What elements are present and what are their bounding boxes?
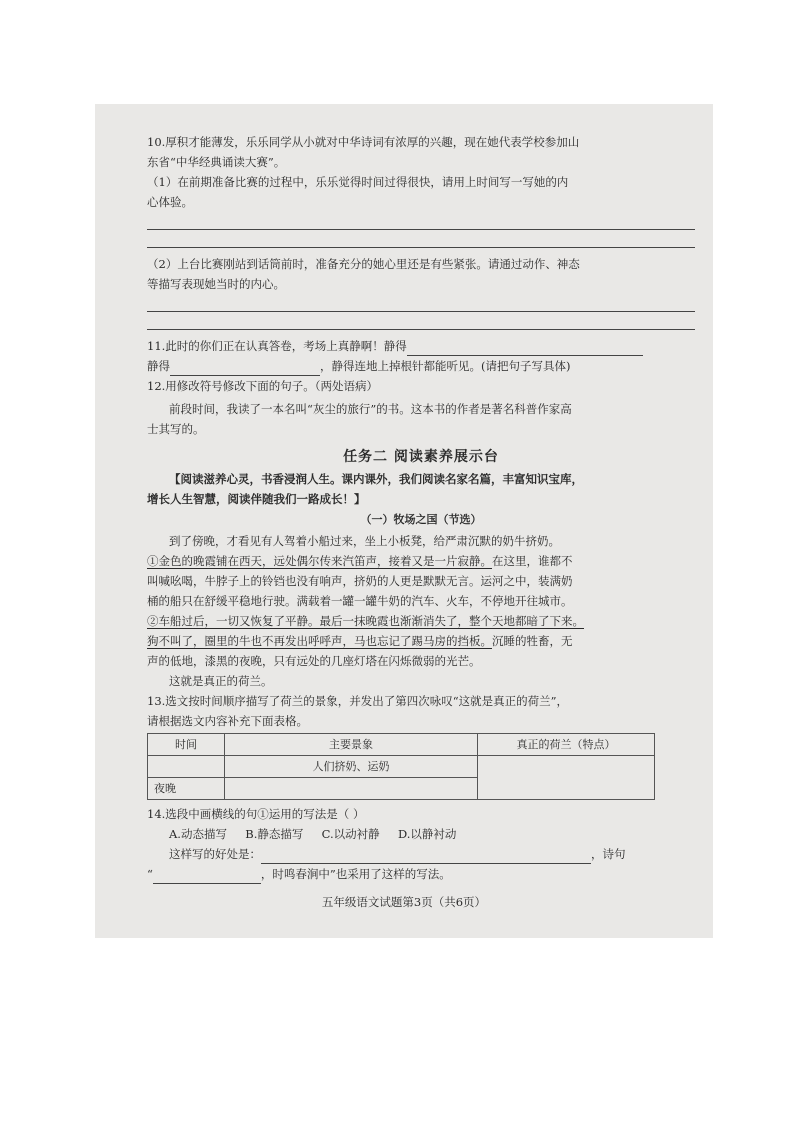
passage-line: 这就是真正的荷兰。 xyxy=(169,674,273,688)
q10-line1: 10.厚积才能薄发，乐乐同学从小就对中华诗词有浓厚的兴趣，现在她代表学校参加山 xyxy=(147,135,580,149)
q14-line1: 14.选段中画横线的句①运用的写法是（ ） xyxy=(147,807,365,821)
section-title: 任务二 阅读素养展示台 xyxy=(343,449,499,465)
table-header: 时间 xyxy=(148,734,225,756)
q11-blank-2[interactable] xyxy=(170,362,320,376)
page-footer: 五年级语文试题第3页（共6页） xyxy=(321,895,487,909)
q12-sentence-1: 前段时间，我读了一本名叫“灰尘的旅行”的书。这本书的作者是著名科普作家高 xyxy=(169,402,572,416)
section-intro-2: 增长人生智慧，阅读伴随我们一路成长！】 xyxy=(147,492,366,506)
q14-benefit-blank[interactable] xyxy=(261,850,591,864)
q14-poem-rest: ，时鸣春涧中”也采用了这样的写法。 xyxy=(260,867,451,881)
q11-line2 xyxy=(147,356,695,376)
passage-line: 桶的船只在舒缓平稳地行驶。满载着一罐一罐牛奶的汽车、火车，不停地开往城市。 xyxy=(147,594,573,608)
passage-text: 沉睡的牲畜，无 xyxy=(492,634,573,648)
q11-line1 xyxy=(147,336,695,356)
exam-page-photo xyxy=(95,104,713,938)
answer-line[interactable] xyxy=(147,312,695,330)
passage-line: 到了傍晚，才看见有人驾着小船过来，坐上小板凳，给严肃沉默的奶牛挤奶。 xyxy=(169,534,560,548)
table-cell-blank[interactable] xyxy=(225,778,478,800)
answer-line[interactable] xyxy=(147,230,695,248)
q14-poem-tail: ，诗句 xyxy=(591,847,626,861)
q14-poem-blank[interactable] xyxy=(153,870,261,884)
passage-line: 叫喊吆喝，牛脖子上的铃铛也没有响声，挤奶的人更是默默无言。运河之中，装满奶 xyxy=(147,574,573,588)
table-cell: 夜晚 xyxy=(148,778,225,800)
table-cell: 人们挤奶、运奶 xyxy=(225,756,478,778)
table-header: 主要景象 xyxy=(225,734,478,756)
answer-line[interactable] xyxy=(147,294,695,312)
underlined-sentence-1: ①金色的晚霞铺在西天，远处偶尔传来汽笛声，接着又是一片寂静。 xyxy=(147,554,492,568)
table-header: 真正的荷兰（特点） xyxy=(478,734,655,756)
q14-benefit-line xyxy=(147,844,695,864)
underlined-sentence-2: ②车船过后，一切又恢复了平静。最后一抹晚霞也渐渐消失了，整个天地都暗了下来。 xyxy=(147,614,584,628)
q14-options xyxy=(147,824,695,844)
q11-blank-1[interactable] xyxy=(407,342,643,356)
q14-benefit-label: 这样写的好处是： xyxy=(169,847,261,861)
underlined-sentence-2-cont: 狗不叫了，圈里的牛也不再发出呼呼声，马也忘记了踢马房的挡板。 xyxy=(147,634,492,648)
passage-line xyxy=(147,611,695,631)
q11-text-part3: ，静得连地上掉根针都能听见。(请把句子写具体) xyxy=(320,359,571,373)
q11-text-part1: 11.此时的你们正在认真答卷，考场上真静啊！静得 xyxy=(147,339,407,353)
q12-sentence-2: 士其写的。 xyxy=(147,422,205,436)
q10-2-line2: 等描写表现她当时的内心。 xyxy=(147,277,285,291)
q11-text-part2: 静得 xyxy=(147,359,170,373)
q10-2-line1: （2）上台比赛刚站到话筒前时，准备充分的她心里还是有些紧张。请通过动作、神态 xyxy=(147,257,580,271)
q13-table xyxy=(147,733,655,800)
quote-open: “ xyxy=(147,867,153,881)
option-a[interactable]: A.动态描写 xyxy=(169,827,227,841)
passage-line: 声的低地，漆黑的夜晚，只有远处的几座灯塔在闪烁微弱的光芒。 xyxy=(147,654,481,668)
option-b[interactable]: B.静态描写 xyxy=(245,827,304,841)
page-content xyxy=(147,132,695,884)
option-d[interactable]: D.以静衬动 xyxy=(397,827,457,841)
option-c[interactable]: C.以动衬静 xyxy=(321,827,380,841)
passage-line xyxy=(147,631,695,651)
answer-line[interactable] xyxy=(147,212,695,230)
table-row xyxy=(148,756,655,778)
table-header-row xyxy=(148,734,655,756)
passage-line xyxy=(147,551,695,571)
passage-text: 在这里，谁都不 xyxy=(492,554,573,568)
passage-title: （一）牧场之国（节选） xyxy=(360,513,482,526)
q13-line1: 13.选文按时间顺序描写了荷兰的景象，并发出了第四次咏叹“这就是真正的荷兰”， xyxy=(147,694,569,708)
q13-line2: 请根据选文内容补充下面表格。 xyxy=(147,714,308,728)
q14-poem-line xyxy=(147,864,695,884)
q10-line2: 东省“中华经典诵读大赛”。 xyxy=(147,155,286,169)
q10-1-line1: （1）在前期准备比赛的过程中，乐乐觉得时间过得很快，请用上时间写一写她的内 xyxy=(147,175,569,189)
section-intro-1: 【阅读滋养心灵，书香浸润人生。课内课外，我们阅读名家名篇，丰富知识宝库， xyxy=(169,472,583,486)
table-cell-blank[interactable] xyxy=(478,756,655,800)
q10-1-line2: 心体验。 xyxy=(147,195,193,209)
q12-line1: 12.用修改符号修改下面的句子。（两处语病） xyxy=(147,379,379,393)
table-cell-blank[interactable] xyxy=(148,756,225,778)
